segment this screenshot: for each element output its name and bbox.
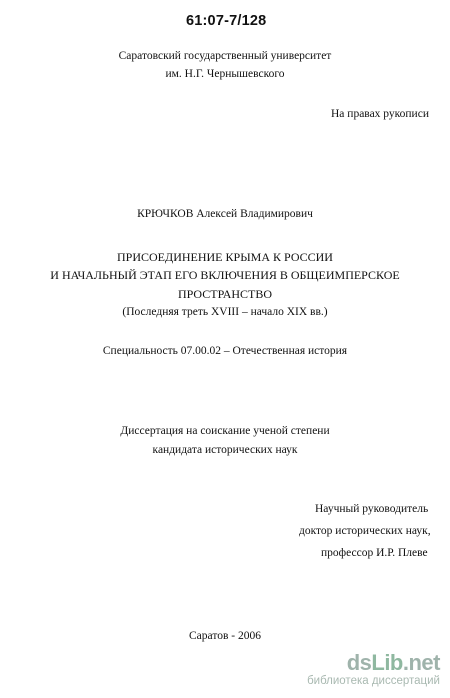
title-line-3: ПРОСТРАНСТВО	[177, 287, 273, 301]
watermark-subtitle: библиотека диссертаций	[307, 675, 440, 687]
supervisor-degree: доктор исторических наук,	[299, 525, 431, 537]
manuscript-rights-note: На правах рукописи	[331, 108, 429, 120]
dissertation-degree-line-1: Диссертация на соискание ученой степени	[120, 425, 330, 437]
dslib-logo	[307, 652, 440, 674]
specialty: Специальность 07.00.02 – Отечественная история	[102, 345, 348, 357]
title-line-2: И НАЧАЛЬНЫЙ ЭТАП ЕГО ВКЛЮЧЕНИЯ В ОБЩЕИМПЕРСКОЕ	[50, 268, 400, 282]
supervisor-label: Научный руководитель	[315, 503, 429, 515]
logo-ds: ds	[346, 650, 372, 675]
university-named-after: им. Н.Г. Чернышевского	[165, 68, 285, 80]
university-name: Саратовский государственный университет	[118, 50, 332, 62]
dslib-watermark	[307, 652, 440, 688]
author-name: КРЮЧКОВ Алексей Владимирович	[137, 208, 313, 220]
city-year: Саратов - 2006	[189, 630, 261, 642]
dissertation-degree-line-2: кандидата исторических наук	[152, 444, 298, 456]
title-line-1: ПРИСОЕДИНЕНИЕ КРЫМА К РОССИИ	[117, 250, 333, 264]
title-period: (Последняя треть XVIII – начало XIX вв.)	[122, 306, 328, 318]
supervisor-name: профессор И.Р. Плеве	[321, 547, 428, 559]
logo-net: .net	[402, 650, 440, 675]
logo-lib: Lib	[371, 650, 403, 675]
archive-stamp: 61:07-7/128	[186, 13, 267, 29]
